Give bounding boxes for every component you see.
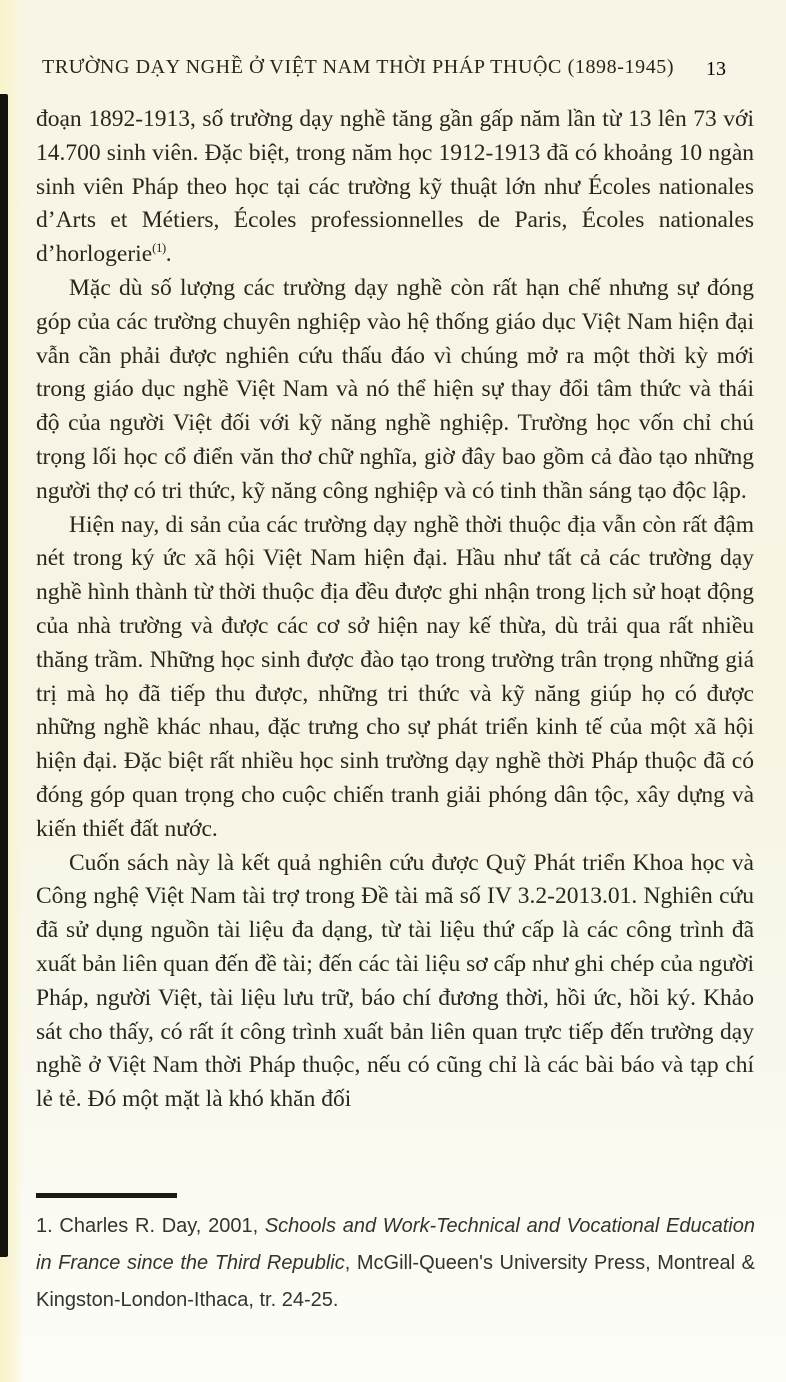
scan-gutter-bar [0,94,8,1257]
body-paragraph: Hiện nay, di sản của các trường dạy nghề thời thuộc địa vẫn còn rất đậm nét trong ký ức xã hội Việt Nam hiện đại. Hầu như tất cả các trường dạy nghề hình thành từ thời thuộc địa đều được ghi nhận trong lịch sử hoạt động của nhà trường và được các cơ sở hiện nay kế thừa, dù trải qua rất nhiều thăng trầm. Những học sinh được đào tạo trong trường trân trọng những giá trị mà họ đã tiếp thu được, những tri thức và kỹ năng giúp họ có được những nghề khác nhau, đặc trưng cho sự phát triển kinh tế của một xã hội hiện đại. Đặc biệt rất nhiều học sinh trường dạy nghề thời Pháp thuộc đã có đóng góp quan trọng cho cuộc chiến tranh giải phóng dân tộc, xây dựng và kiến thiết đất nước. [36,511,754,842]
footnote-block [36,1193,755,1319]
page-number: 13 [706,58,726,80]
running-header-title: TRƯỜNG DẠY NGHỀ Ở VIỆT NAM THỜI PHÁP THUỘC (1898-1945) [42,56,675,78]
body-paragraph: Cuốn sách này là kết quả nghiên cứu được Quỹ Phát triển Khoa học và Công nghệ Việt Nam tài trợ trong Đề tài mã số IV 3.2-2013.01. Nghiên cứu đã sử dụng nguồn tài liệu đa dạng, từ tài liệu thứ cấp là các công trình đã xuất bản liên quan đến đề tài; đến các tài liệu sơ cấp như ghi chép của người Pháp, người Việt, tài liệu lưu trữ, báo chí đương thời, hồi ức, hồi ký. Khảo sát cho thấy, có rất ít công trình xuất bản liên quan trực tiếp đến trường dạy nghề ở Việt Nam thời Pháp thuộc, nếu có cũng chỉ là các bài báo và tạp chí lẻ tẻ. Đó một mặt là khó khăn đối [36,849,754,1113]
footnote-separator-rule [36,1193,177,1198]
footnote-citation: 1. Charles R. Day, 2001, Schools and Work-Technical and Vocational Education in France since the Third Republic, McGill-Queen's University Press, Montreal & Kingston-London-Ithaca, tr. 24-25. [36,1215,755,1311]
footnote-reference-marker: (1) [152,240,166,256]
body-paragraphs [36,103,754,1117]
running-header [42,56,756,79]
italic-book-title: Schools and Work-Technical and Vocational Education in France since the Third Republic [36,1215,755,1274]
body-paragraph: Mặc dù số lượng các trường dạy nghề còn rất hạn chế nhưng sự đóng góp của các trường chuyên nghiệp vào hệ thống giáo dục Việt Nam hiện đại vẫn cần phải được nghiên cứu thấu đáo vì chúng mở ra một thời kỳ mới trong giáo dục nghề Việt Nam và nó thể hiện sự thay đổi tâm thức và thái độ của người Việt đối với kỹ năng nghề nghiệp. Trường học vốn chỉ chú trọng lối học cổ điển văn thơ chữ nghĩa, giờ đây bao gồm cả đào tạo những người thợ có tri thức, kỹ năng công nghiệp và có tinh thần sáng tạo độc lập. [36,274,754,504]
body-paragraph: đoạn 1892-1913, số trường dạy nghề tăng gần gấp năm lần từ 13 lên 73 với 14.700 sinh viên. Đặc biệt, trong năm học 1912-1913 đã có khoảng 10 ngàn sinh viên Pháp theo học tại các trường kỹ thuật lớn như Écoles nationales d’Arts et Métiers, Écoles professionnelles de Paris, Écoles nationales d’horlogerie$^{(1)}$. [36,106,754,268]
